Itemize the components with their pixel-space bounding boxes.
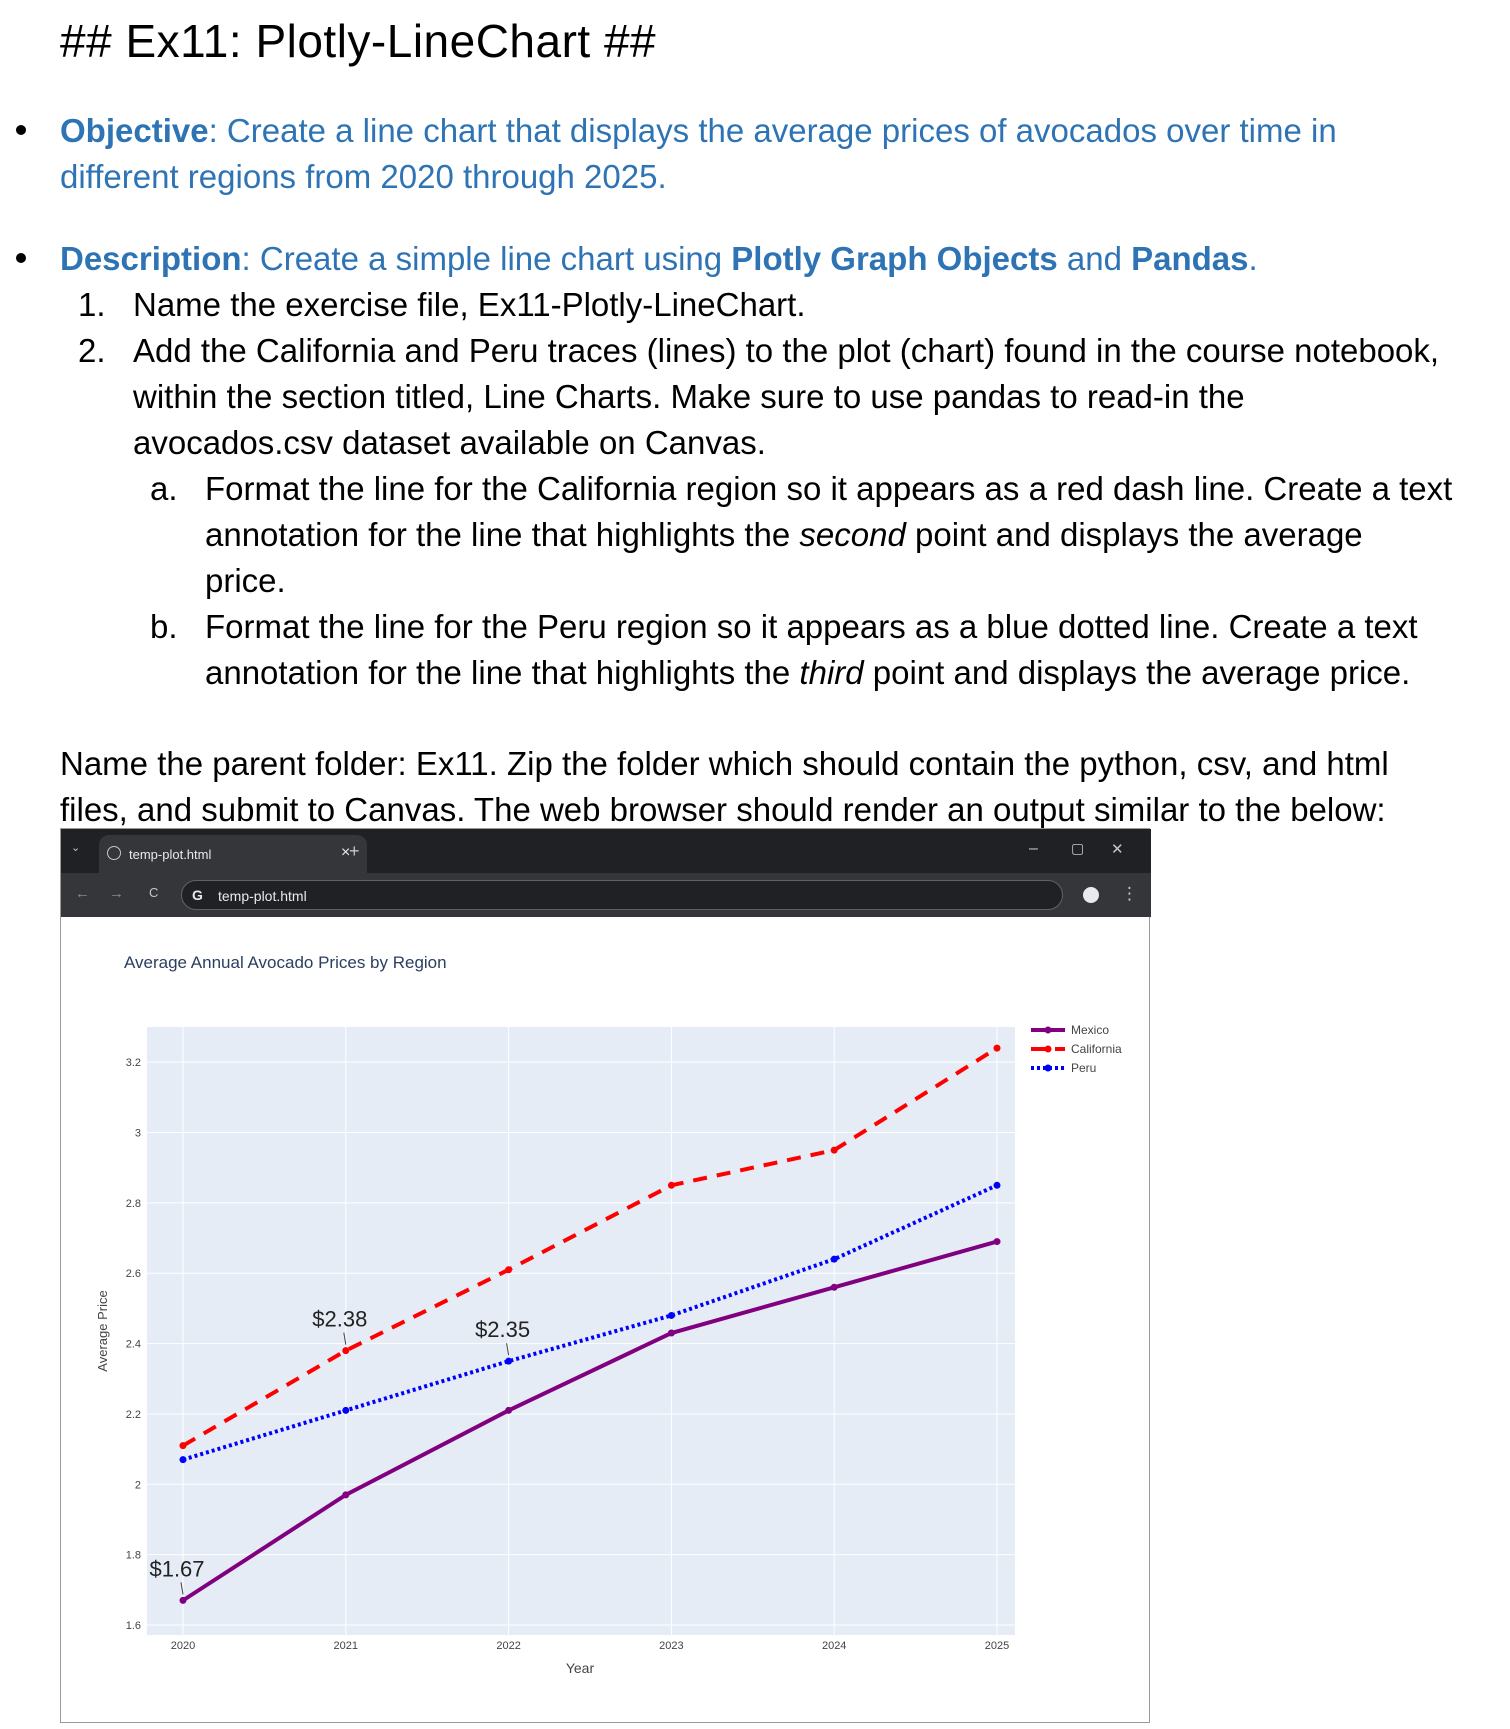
x-tick-label: 2025 xyxy=(984,1640,1010,1652)
y-tick-label: 3.2 xyxy=(125,1057,141,1070)
data-point-mexico xyxy=(994,1238,1001,1245)
forward-icon[interactable]: → xyxy=(109,885,124,902)
legend-marker-peru xyxy=(1045,1065,1052,1072)
substep-b-line: point and displays the average price. xyxy=(863,654,1411,691)
data-point-peru xyxy=(994,1182,1001,1189)
data-point-mexico xyxy=(505,1407,512,1414)
description-text: : Create a simple line chart using xyxy=(241,240,732,277)
menu-dots-icon[interactable]: ⋮ xyxy=(1121,884,1138,903)
description-bold-plotly: Plotly Graph Objects xyxy=(731,240,1058,277)
step-2-line: Add the California and Peru traces (lines) to the plot (chart) found in the course notebook, xyxy=(133,332,1440,369)
x-tick-label: 2021 xyxy=(333,1640,359,1652)
minimize-icon[interactable]: – xyxy=(1029,840,1038,857)
x-tick-label: 2022 xyxy=(496,1640,521,1652)
substep-letter: a. xyxy=(150,470,178,507)
google-icon: G xyxy=(192,887,203,903)
closing-line: Name the parent folder: Ex11. Zip the folder which should contain the python, csv, and html xyxy=(60,745,1389,782)
data-point-peru xyxy=(831,1256,838,1263)
tab-title: temp-plot.html xyxy=(129,847,212,862)
substep-b-italic: third xyxy=(799,654,864,691)
new-tab-icon[interactable]: + xyxy=(349,841,360,861)
objective-line2: different regions from 2020 through 2025. xyxy=(60,158,667,195)
substep-letter: b. xyxy=(150,608,178,645)
objective-line1: : Create a line chart that displays the average prices of avocados over time in xyxy=(208,112,1337,149)
objective-label: Objective xyxy=(60,112,209,149)
legend-label-mexico: Mexico xyxy=(1071,1023,1110,1037)
profile-avatar-icon[interactable] xyxy=(1083,887,1099,903)
x-tick-label: 2024 xyxy=(821,1640,847,1652)
substep-a-line: Format the line for the California region so it appears as a red dash line. Create a text xyxy=(205,470,1453,507)
close-window-icon[interactable]: ✕ xyxy=(1111,841,1124,858)
y-tick-label: 2.2 xyxy=(125,1408,141,1421)
description-paragraph xyxy=(60,236,1480,282)
y-tick-label: 2 xyxy=(134,1479,141,1492)
closing-paragraph xyxy=(60,741,1500,833)
bullet-dot xyxy=(16,253,26,263)
step-number: 1. xyxy=(78,286,106,323)
y-tick-label: 2.8 xyxy=(125,1197,141,1210)
x-tick-label: 2023 xyxy=(659,1640,684,1652)
description-text-mid: and xyxy=(1057,240,1132,277)
address-text: temp-plot.html xyxy=(218,888,307,904)
bullet-dot xyxy=(16,125,26,135)
data-point-mexico xyxy=(180,1597,187,1604)
y-tick-label: 2.6 xyxy=(125,1268,141,1281)
step-2-line: within the section titled, Line Charts. Make sure to use pandas to read-in the xyxy=(133,378,1245,415)
y-tick-label: 3 xyxy=(134,1127,141,1140)
data-point-peru xyxy=(342,1407,349,1414)
data-point-mexico xyxy=(342,1491,349,1498)
annotation-label: $2.35 xyxy=(475,1317,531,1343)
data-point-mexico xyxy=(831,1284,838,1291)
description-bold-pandas: Pandas xyxy=(1131,240,1249,277)
description-text-end: . xyxy=(1248,240,1258,277)
x-axis-label: Year xyxy=(565,1660,595,1676)
address-bar-row xyxy=(61,873,1151,917)
data-point-california xyxy=(994,1045,1001,1052)
substep-a-line: price. xyxy=(205,562,286,599)
data-point-california xyxy=(180,1442,187,1449)
step-2-text xyxy=(133,328,1508,466)
substep-a-italic: second xyxy=(799,516,906,553)
data-point-california xyxy=(342,1347,349,1354)
substep-b-line: Format the line for the Peru region so it appears as a blue dotted line. Create a text xyxy=(205,608,1418,645)
reload-icon[interactable]: C xyxy=(149,885,159,900)
tab-bar xyxy=(61,829,1151,873)
data-point-peru xyxy=(505,1358,512,1365)
legend[interactable] xyxy=(1031,1023,1122,1075)
line-chart xyxy=(61,917,1149,1721)
y-axis-label: Average Price xyxy=(95,1290,110,1372)
page-title: ## Ex11: Plotly-LineChart ## xyxy=(60,15,657,67)
step-1-text: Name the exercise file, Ex11-Plotly-LineChart. xyxy=(133,286,806,323)
y-tick-label: 2.4 xyxy=(125,1338,141,1351)
legend-marker-mexico xyxy=(1045,1027,1052,1034)
legend-label-peru: Peru xyxy=(1071,1061,1097,1075)
address-input[interactable] xyxy=(181,880,1063,910)
chart-title: Average Annual Avocado Prices by Region xyxy=(124,953,447,972)
back-icon[interactable]: ← xyxy=(75,885,90,902)
substep-b-line: annotation for the line that highlights the xyxy=(205,654,800,691)
globe-icon xyxy=(107,846,121,860)
y-tick-label: 1.8 xyxy=(125,1549,141,1562)
step-2-line: avocados.csv dataset available on Canvas. xyxy=(133,424,766,461)
legend-label-california: California xyxy=(1071,1042,1122,1056)
maximize-icon[interactable]: ▢ xyxy=(1071,840,1085,856)
x-tick-label: 2020 xyxy=(170,1640,196,1652)
substep-a-line: annotation for the line that highlights the xyxy=(205,516,800,553)
annotation-label: $2.38 xyxy=(312,1306,368,1332)
substep-b-text xyxy=(205,604,1505,696)
data-point-peru xyxy=(180,1456,187,1463)
substep-a-line: point and displays the average xyxy=(905,516,1363,553)
tab-search-chevron-icon[interactable]: ⌄ xyxy=(71,842,81,854)
tab-close-icon[interactable]: × xyxy=(341,844,351,861)
step-number: 2. xyxy=(78,332,106,369)
annotation-label: $1.67 xyxy=(149,1556,205,1582)
data-point-mexico xyxy=(668,1330,675,1337)
data-point-california xyxy=(505,1266,512,1273)
data-point-california xyxy=(668,1182,675,1189)
data-point-california xyxy=(831,1147,838,1154)
substep-a-text xyxy=(205,466,1505,604)
objective-paragraph xyxy=(60,108,1480,200)
closing-line: files, and submit to Canvas. The web browser should render an output similar to the below: xyxy=(60,791,1386,828)
browser-tab[interactable] xyxy=(99,835,367,873)
data-point-peru xyxy=(668,1312,675,1319)
browser-window xyxy=(60,828,1150,1723)
y-tick-label: 1.6 xyxy=(125,1620,141,1632)
legend-marker-california xyxy=(1045,1046,1052,1053)
description-label: Description xyxy=(60,240,242,277)
